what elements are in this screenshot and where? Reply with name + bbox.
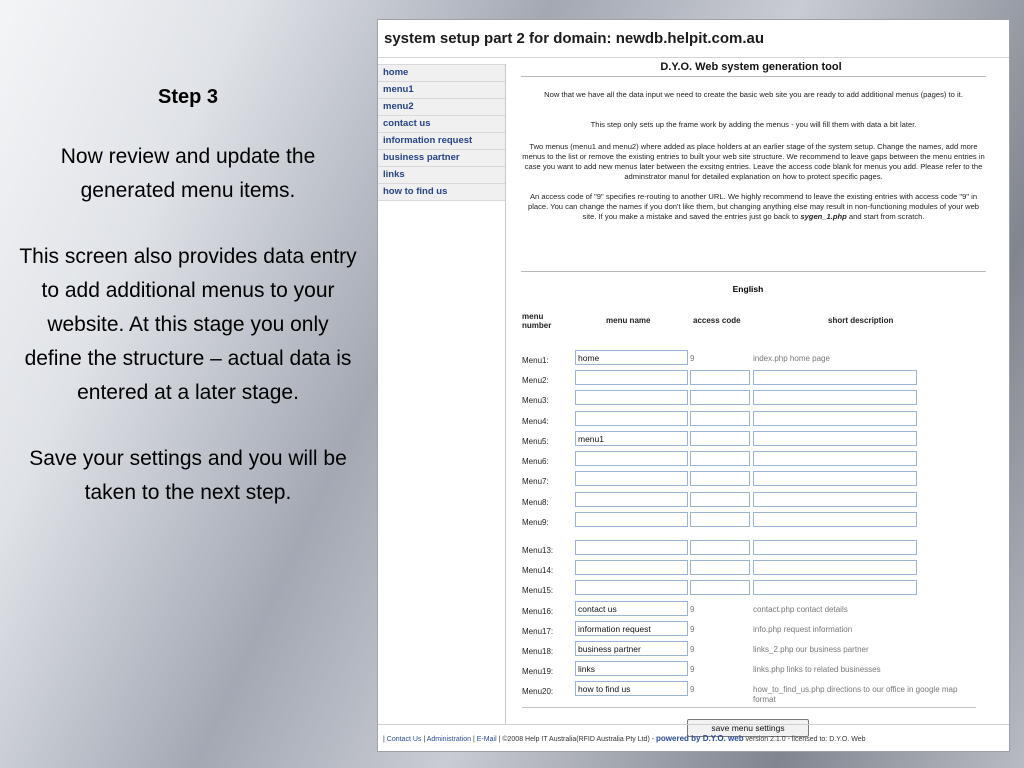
sygen-link[interactable]: sygen_1.php [800,212,847,221]
sidebar-item-contact-us[interactable]: contact us [378,116,505,133]
tool-title: D.Y.O. Web system generation tool [660,61,842,73]
col-menu-number: menu number [522,312,552,330]
divider [521,76,986,77]
menu-number-label: Menu17: [522,627,554,636]
sidebar-nav [378,64,506,724]
menu-name-input[interactable] [575,390,688,405]
menu-number-label: Menu7: [522,477,549,486]
menu-name-input[interactable]: contact us [575,601,688,616]
short-description-value: links.php links to related businesses [753,665,881,674]
access-code-input[interactable] [690,390,750,405]
window-title: system setup part 2 for domain: newdb.helpit.com.au [378,20,1009,58]
footer-version: version 2.1.0 - licensed to: D.Y.O. Web [745,736,866,743]
access-code-input[interactable] [690,451,750,466]
sidebar-item-links[interactable]: links [378,167,505,184]
menu-number-label: Menu15: [522,586,554,595]
sidebar-item-how-to-find-us[interactable]: how to find us [378,184,505,201]
intro-text-4b: and start from scratch. [848,212,925,221]
powered-by[interactable]: powered by D.Y.O. web [656,734,744,743]
sidebar-item-information-request[interactable]: information request [378,133,505,150]
intro-text-4 [521,192,986,222]
access-code-input[interactable] [690,370,750,385]
short-description-value: links_2.php our business partner [753,645,869,654]
menu-number-label: Menu3: [522,396,549,405]
menu-number-label: Menu16: [522,607,554,616]
menu-number-label: Menu9: [522,518,549,527]
access-code-value: 9 [690,625,695,634]
slide-caption [18,80,358,542]
short-description-input[interactable] [753,512,917,527]
menu-number-label: Menu13: [522,546,554,555]
short-description-value: how_to_find_us.php directions to our office in google map format [753,685,958,704]
menu-name-input[interactable] [575,512,688,527]
menu-row [522,621,992,641]
access-code-input[interactable] [690,411,750,426]
short-description-input[interactable] [753,451,917,466]
menu-name-input[interactable] [575,370,688,385]
menu-row [522,350,992,370]
short-description-input[interactable] [753,492,917,507]
short-description-input[interactable] [753,411,917,426]
access-code-value: 9 [690,665,695,674]
sidebar-item-menu1[interactable]: menu1 [378,82,505,99]
access-code-value: 9 [690,354,695,363]
menu-row [522,560,992,580]
short-description-value: info.php request information [753,625,853,634]
menu-name-input[interactable] [575,492,688,507]
sidebar-item-business-partner[interactable]: business partner [378,150,505,167]
menu-row [522,540,992,560]
save-menu-settings-button[interactable]: save menu settings [687,719,809,737]
col-access-code: access code [693,316,741,325]
menu-number-label: Menu4: [522,417,549,426]
footer: | Contact Us | Administration | E-Mail | ©2008 Help IT Australia(RFID Australia Pty Ltd) - powered by D.Y.O. web version 2.1.0 - licensed to: D.Y.O. Web [378,724,1010,752]
menu-number-label: Menu18: [522,647,554,656]
menu-row [522,661,992,681]
divider [521,271,986,272]
menu-number-label: Menu8: [522,498,549,507]
menu-name-input[interactable] [575,471,688,486]
menu-number-label: Menu6: [522,457,549,466]
menu-name-input[interactable]: information request [575,621,688,636]
caption-paragraph-3: Save your settings and you will be taken to the next step. [29,447,347,504]
short-description-input[interactable] [753,370,917,385]
access-code-input[interactable] [690,540,750,555]
short-description-input[interactable] [753,560,917,575]
footer-email-link[interactable]: E-Mail [476,736,497,743]
language-heading: English [732,284,764,294]
access-code-input[interactable] [690,560,750,575]
menu-name-input[interactable]: menu1 [575,431,688,446]
menu-row [522,641,992,661]
menu-name-input[interactable]: business partner [575,641,688,656]
menu-name-input[interactable]: how to find us [575,681,688,696]
footer-admin-link[interactable]: Administration [426,736,472,743]
main-content [506,58,1009,733]
sidebar-item-home[interactable]: home [378,64,505,82]
menu-row [522,411,992,431]
intro-text-1: Now that we have all the data input we need to create the basic web site you are ready to add additional menus (pages) to it. [544,90,963,99]
web-tool-window [377,19,1010,752]
intro-text-4a: An access code of "9" specifies re-routing to another URL. We highly recommend to leave the existing entries with access code "9" in place. You can change the names if you don't like them, but changing anything else may result in non-functioning modules of your web site. If you make a mistake and saved the entries just go back to [527,192,980,221]
menu-row [522,601,992,621]
menu-name-input[interactable]: links [575,661,688,676]
short-description-value: contact.php contact details [753,605,848,614]
access-code-input[interactable] [690,512,750,527]
access-code-input[interactable] [690,580,750,595]
menu-row [522,390,992,410]
menu-row [522,431,992,451]
menu-row [522,512,992,532]
menu-number-label: Menu2: [522,376,549,385]
caption-paragraph-1: Now review and update the generated menu items. [60,145,316,202]
menu-name-input[interactable] [575,451,688,466]
menu-name-input[interactable] [575,580,688,595]
short-description-input[interactable] [753,471,917,486]
menu-row [522,451,992,471]
access-code-value: 9 [690,685,695,694]
menu-row [522,580,992,600]
short-description-input[interactable] [753,580,917,595]
menu-row [522,492,992,512]
sidebar-item-menu2[interactable]: menu2 [378,99,505,116]
menu-name-input[interactable] [575,540,688,555]
short-description-input[interactable] [753,431,917,446]
short-description-value: index.php home page [753,354,830,363]
menu-number-label: Menu19: [522,667,554,676]
menu-number-label: Menu1: [522,356,549,365]
short-description-input[interactable] [753,390,917,405]
access-code-input[interactable] [690,492,750,507]
divider [522,707,976,708]
col-short-description: short description [828,316,894,325]
col-menu-name: menu name [606,316,651,325]
menu-name-input[interactable]: home [575,350,688,365]
footer-copyright: ©2008 Help IT Australia(RFID Australia Pty Ltd) - [502,736,655,743]
menu-name-input[interactable] [575,411,688,426]
menu-name-input[interactable] [575,560,688,575]
caption-paragraph-2: This screen also provides data entry to add additional menus to your website. At this stage you only define the structure – actual data is entered at a later stage. [19,245,357,404]
menu-row [522,471,992,491]
intro-text-2: This step only sets up the frame work by adding the menus - you will fill them with data a bit later. [590,120,917,129]
access-code-input[interactable] [690,431,750,446]
footer-contact-link[interactable]: Contact Us [386,736,422,743]
access-code-input[interactable] [690,471,750,486]
step-heading: Step 3 [157,86,219,108]
intro-text-3: Two menus (menu1 and menu2) where added as place holders at an earlier stage of the system setup. Change the names, add more menus to the list or remove the existing entries to built your web site structure. We recommend to leave gaps between the menu entries in case you want to add new menus later between the exsitng entries. Leave the access code blank for menus you add. Please refer to the adminstrator manul for detailed explanation on how to protect specific pages. [522,142,985,181]
menu-number-label: Menu20: [522,687,554,696]
menu-row [522,370,992,390]
menu-number-label: Menu14: [522,566,554,575]
access-code-value: 9 [690,605,695,614]
access-code-value: 9 [690,645,695,654]
short-description-input[interactable] [753,540,917,555]
menu-number-label: Menu5: [522,437,549,446]
menu-row [522,681,992,704]
